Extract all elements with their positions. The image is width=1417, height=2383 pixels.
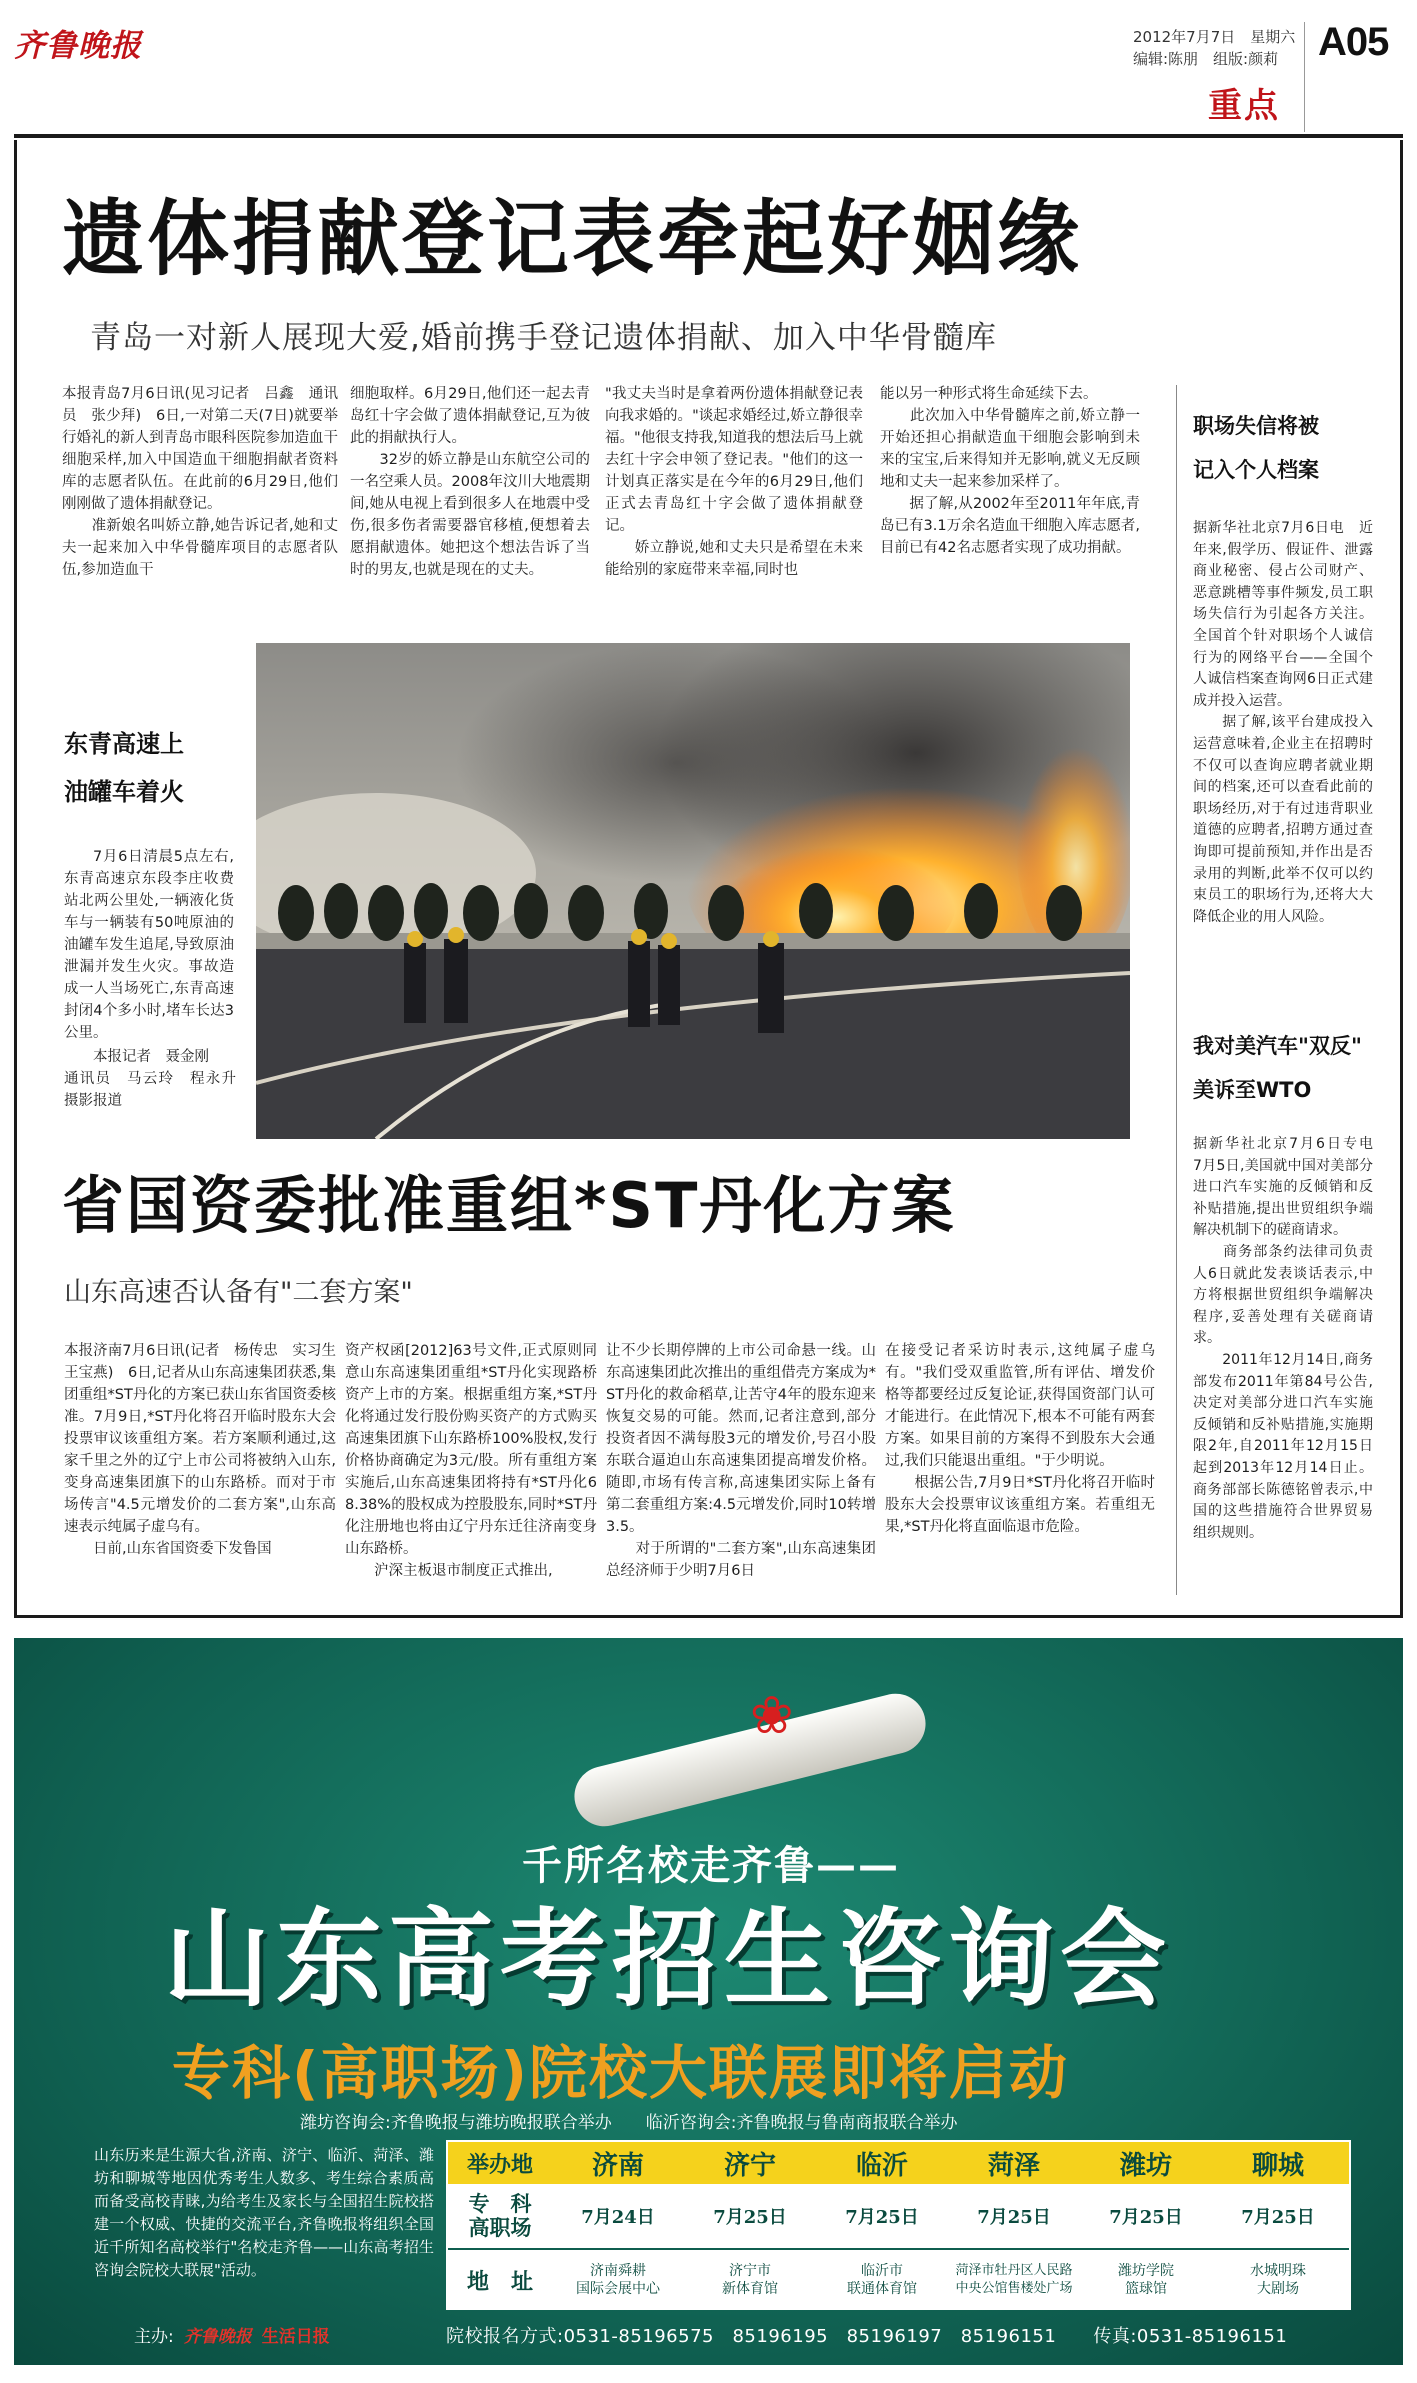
table-venue-4 (1080, 2262, 1212, 2298)
table-city-2: 临沂 (855, 2150, 908, 2181)
table-city-1: 济宁 (723, 2150, 776, 2181)
table-city-5: 聊城 (1251, 2150, 1304, 2181)
table-venue-5 (1212, 2262, 1344, 2298)
side2-title-line1: 我对美汽车"双反" (1193, 1034, 1362, 1058)
story2-column-4: 在接受记者采访时表示,这纯属子虚乌有。"我们受双重监管,所有评估、增发价格等都要经过反复论证,获得国资部门认可才能进行。在此情况下,根本不可能有两套方案。如果目前的方案得不到股东大会通过,我们只能退出重组。"于少明说。 根据公告,7月9日*ST丹化将召开临时股东大会投票审议该重组方案。若重组无果,*ST丹化将直面临退市危险。 (885, 1343, 1155, 1535)
table-row-venue (448, 2252, 1349, 2308)
table-date-4: 7月25日 (1109, 2207, 1183, 2228)
table-date-header-line1: 专 科 (468, 2192, 532, 2216)
side1-body: 据新华社北京7月6日电 近年来,假学历、假证件、泄露商业秘密、侵占公司财产、恶意跳槽等事件频发,员工职场失信行为引起各方关注。全国首个针对职场个人诚信行为的网络平台——全国个人诚信档案查询网6日正式建成并投入运营。 据了解,该平台建成投入运营意味着,企业主在招聘时不仅可以查询应聘者就业期间的档案,还可以查看此前的职场经历,对于有过违背职业道德的应聘者,招聘方通过查询即可提前预知,并作出是否录用的判断,此举不仅可以约束员工的职场行为,还将大大降低企业的用人风险。 (1193, 520, 1373, 925)
sponsor-qilu-logo: 齐鲁晚报 (183, 2327, 252, 2347)
ad-organizers: 潍坊咨询会:齐鲁晚报与潍坊晚报联合举办 临沂咨询会:齐鲁晚报与鲁南商报联合举办 (300, 2113, 958, 2133)
table-date-0: 7月24日 (581, 2207, 655, 2228)
side1-title-line2: 记入个人档案 (1193, 458, 1319, 482)
side2-body: 据新华社北京7月6日专电 7月5日,美国就中国对美部分进口汽车实施的反倾销和反补贴措施,提出世贸组织争端解决机制下的磋商请求。 商务部条约法律司负责人6日就此发表谈话表示,中方将根据世贸组织争端解决程序,妥善处理有关磋商请求。 2011年12月14日,商务部发布2011年第84号公告,决定对美部分进口汽车实施反倾销和反补贴措施,实施期限2年,自2011年12月15日起到2013年12月14日止。商务部部长陈德铭曾表示,中国的这些措施符合世界贸易组织规则。 (1193, 1136, 1373, 1541)
table-venue-1-line2: 新体育馆 (722, 2281, 778, 2297)
sponsor-shenghuo-logo: 生活日报 (261, 2327, 330, 2347)
story2-subheadline: 山东高速否认备有"二套方案" (64, 1277, 413, 1308)
table-venue-header: 地 址 (466, 2269, 533, 2295)
table-venue-2 (816, 2262, 948, 2298)
table-venue-4-line1: 潍坊学院 (1118, 2263, 1174, 2279)
story2-headline: 省国资委批准重组*ST丹化方案 (62, 1169, 956, 1242)
ad-description: 山东历来是生源大省,济南、济宁、临沂、菏泽、潍坊和聊城等地因优秀考生人数多、考生综合素质高而备受高校青睐,为给考生及家长与全国招生院校搭建一个权威、快捷的交流平台,齐鲁晚报将组织全国近千所知名高校举行"名校走齐鲁——山东高考招生咨询会院校大联展"活动。 (94, 2146, 434, 2279)
table-date-3: 7月25日 (977, 2207, 1051, 2228)
table-venue-2-line2: 联通体育馆 (847, 2281, 917, 2297)
table-row-host (448, 2142, 1349, 2184)
side2-title-line2: 美诉至WTO (1193, 1078, 1312, 1102)
table-venue-3-line2: 中央公馆售楼处广场 (955, 2281, 1073, 2296)
table-date-5: 7月25日 (1241, 2207, 1315, 2228)
ad-contact: 院校报名方式:0531-85196575 85196195 85196197 85196151 传真:0531-85196151 (446, 2326, 1288, 2347)
table-city-0: 济南 (591, 2150, 644, 2181)
table-venue-3 (948, 2262, 1080, 2298)
table-venue-1-line1: 济宁市 (729, 2263, 771, 2279)
table-venue-5-line1: 水城明珠 (1250, 2263, 1306, 2279)
story2-column-3: 让不少长期停牌的上市公司命悬一线。山东高速集团此次推出的重组借壳方案成为*ST丹化的救命稻草,让苦守4年的股东迎来恢复交易的可能。然而,记者注意到,部分投资者因不满每股3元的增发价,号召小股东联合逼迫山东高速集团提高增发价格。随即,市场有传言称,高速集团实际上备有第二套重组方案:4.5元增发价,同时10转增3.5。 对于所谓的"二套方案",山东高速集团总经济师于少明7月6日 (606, 1343, 876, 1579)
lead-column-3: "我丈夫当时是拿着两份遗体捐献登记表向我求婚的。"谈起求婚经过,娇立静很幸福。"他很支持我,知道我的想法后马上就去红十字会申领了登记表。"他们的这一计划真正落实是在今年的6月29日,他们正式去青岛红十字会做了遗体捐献登记。 娇立静说,她和丈夫只是希望在未来能给别的家庭带来幸福,同时也 (605, 386, 863, 578)
ad-banner (14, 1638, 1403, 2365)
table-city-4: 潍坊 (1119, 2150, 1172, 2181)
fire-title-line1: 东青高速上 (64, 730, 184, 758)
table-date-header-line2: 高职场 (468, 2216, 532, 2240)
table-venue-5-line2: 大剧场 (1257, 2281, 1299, 2297)
masthead-editor: 编辑:陈朋 组版:颜莉 (1133, 50, 1279, 68)
table-venue-1 (684, 2262, 816, 2298)
table-row-date (448, 2184, 1349, 2250)
fire-credit: 本报记者 聂金刚 通讯员 马云玲 程永升 摄影报道 (64, 1049, 236, 1109)
table-venue-2-line1: 临沂市 (861, 2263, 903, 2279)
story2-column-1: 本报济南7月6日讯(记者 杨传忠 实习生 王宝燕) 6日,记者从山东高速集团获悉,集团重组*ST丹化的方案已获山东省国资委核准。7月9日,*ST丹化将召开临时股东大会投票审议该重组方案。若方案顺利通过,这家千里之外的辽宁上市公司将被纳入山东,变身高速集团旗下的山东路桥。而对于市场传言"4.5元增发价的二套方案",山东高速表示纯属子虚乌有。 日前,山东省国资委下发鲁国 (64, 1343, 336, 1557)
fire-body: 7月6日清晨5点左右,东青高速京东段李庄收费站北两公里处,一辆液化货车与一辆装有50吨原油的油罐车发生追尾,导致原油泄漏并发生火灾。事故造成一人当场死亡,东青高速封闭4个多小时,堵车长达3公里。 (64, 849, 234, 1041)
story2-column-2: 资产权函[2012]63号文件,正式原则同意山东高速集团重组*ST丹化实现路桥资产上市的方案。根据重组方案,*ST丹化将通过发行股份购买资产的方式购买高速集团旗下山东路桥100%股权,发行价格协商确定为3元/股。所有重组方案实施后,山东高速集团将持有*ST丹化68.38%的股权成为控股股东,同时*ST丹化注册地也将由辽宁丹东迁往济南变身山东路桥。 沪深主板退市制度正式推出, (345, 1343, 597, 1579)
header-rule (14, 134, 1403, 138)
page-number: A05 (1318, 20, 1389, 64)
table-venue-4-line2: 篮球馆 (1125, 2281, 1167, 2297)
table-date-1: 7月25日 (713, 2207, 787, 2228)
table-venue-0-line1: 济南舜耕 (590, 2263, 646, 2279)
ad-sponsors (134, 2322, 330, 2347)
section-label: 重点 (1208, 86, 1280, 126)
ad-title: 山东高考招生咨询会 (164, 1898, 1172, 2021)
masthead-divider (1304, 22, 1305, 132)
lead-headline: 遗体捐献登记表牵起好姻缘 (62, 192, 1083, 287)
table-date-2: 7月25日 (845, 2207, 919, 2228)
table-city-3: 菏泽 (987, 2150, 1040, 2181)
table-host-header: 举办地 (466, 2152, 533, 2178)
side1-title-line1: 职场失信将被 (1193, 414, 1319, 438)
masthead-date: 2012年7月7日 星期六 (1133, 28, 1296, 46)
fire-title-line2: 油罐车着火 (64, 778, 184, 806)
table-venue-0 (552, 2262, 684, 2298)
schedule-table (446, 2140, 1351, 2310)
table-venue-3-line1: 菏泽市牡丹区人民路 (955, 2263, 1073, 2278)
lead-column-4: 能以另一种形式将生命延续下去。 此次加入中华骨髓库之前,娇立静一开始还担心捐献造血干细胞会影响到未来的宝宝,后来得知并无影响,就义无反顾地和丈夫一起来参加采样了。 据了解,从2002年至2011年年底,青岛已有3.1万余名造血干细胞入库志愿者,目前已有42名志愿者实现了成功捐献。 (880, 386, 1140, 556)
ribbon-bow-icon: ❀ (750, 1686, 794, 1746)
lead-column-2: 细胞取样。6月29日,他们还一起去青岛红十字会做了遗体捐献登记,互为彼此的捐献执行人。 32岁的娇立静是山东航空公司的一名空乘人员。2008年汶川大地震期间,她从电视上看到很多人在地震中受伤,很多伤者需要器官移植,便想着去愿捐献遗体。她把这个想法告诉了当时的男友,也就是现在的丈夫。 (350, 386, 590, 578)
masthead-logo: 齐鲁晚报 (14, 28, 142, 64)
ad-subtitle: 专科(高职场)院校大联展即将启动 (172, 2039, 1070, 2107)
sponsor-label: 主办: (134, 2327, 174, 2347)
lead-column-1: 本报青岛7月6日讯(见习记者 吕鑫 通讯员 张少拜) 6日,一对第二天(7日)就要举行婚礼的新人到青岛市眼科医院参加造血干细胞采样,加入中国造血干细胞捐献者资料库的志愿者队伍。在此前的6月29日,他们刚刚做了遗体捐献登记。 准新娘名叫娇立静,她告诉记者,她和丈夫一起来加入中华骨髓库项目的志愿者队伍,参加造血干 (62, 386, 338, 578)
table-date-header (448, 2192, 552, 2240)
article-box-frame (14, 140, 1403, 1618)
ad-tagline: 千所名校走齐鲁—— (522, 1843, 900, 1889)
table-venue-0-line2: 国际会展中心 (576, 2281, 660, 2297)
lead-subheadline: 青岛一对新人展现大爱,婚前携手登记遗体捐献、加入中华骨髓库 (90, 320, 997, 356)
